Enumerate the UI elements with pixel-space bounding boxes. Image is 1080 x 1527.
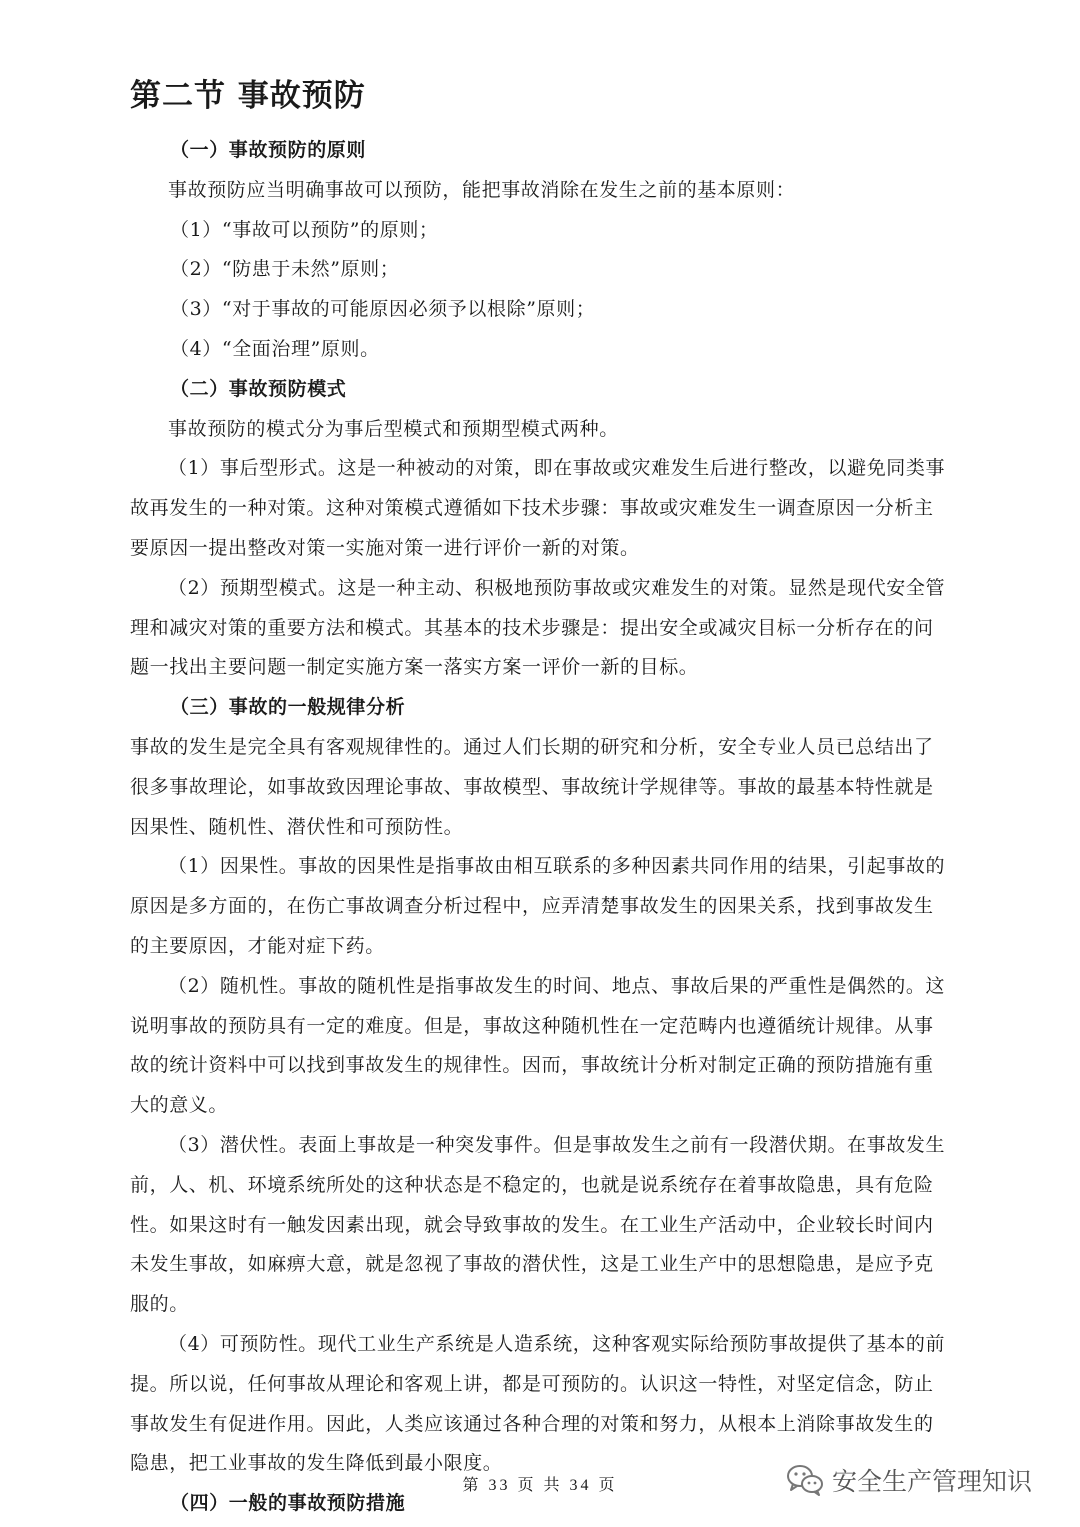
document-body xyxy=(130,131,950,1524)
section-heading: （一）事故预防的原则 xyxy=(170,139,367,161)
section-heading: （四）一般的事故预防措施 xyxy=(170,1492,406,1515)
section-heading: （二）事故预防模式 xyxy=(170,377,347,400)
paragraph: （1）因果性。事故的因果性是指事故由相互联系的多种因素共同作用的结果，引起事故的原因是多方面的，在伤亡事故调查分析过程中，应弄清楚事故发生的因果关系，找到事故发生的主要原因，才能对症下药。 xyxy=(130,855,946,957)
page-title: 第二节 事故预防 xyxy=(130,78,366,114)
paragraph: （3）潜伏性。表面上事故是一种突发事件。但是事故发生之前有一段潜伏期。在事故发生前，人、机、环境系统所处的这种状态是不稳定的，也就是说系统存在着事故隐患，具有危险性。如果这时有一触发因素出现，就会导致事故的发生。在工业生产活动中，企业较长时间内未发生事故，如麻痹大意，就是忽视了事故的潜伏性，这是工业生产中的思想隐患，是应予克服的。 xyxy=(130,1133,946,1316)
paragraph: 事故预防的模式分为事后型模式和预期型模式两种。 xyxy=(168,417,619,440)
list-item: （1）“事故可以预防”的原则； xyxy=(170,218,439,241)
list-item: （3）“对于事故的可能原因必须予以根除”原则； xyxy=(170,298,596,321)
page-number: 第 33 页 共 34 页 xyxy=(462,1477,618,1494)
paragraph: 事故预防应当明确事故可以预防，能把事故消除在发生之前的基本原则： xyxy=(168,178,796,201)
paragraph: （2）随机性。事故的随机性是指事故发生的时间、地点、事故后果的严重性是偶然的。这说明事故的预防具有一定的难度。但是，事故这种随机性在一定范畴内也遵循统计规律。从事故的统计资料中可以找到事故发生的规律性。因而，事故统计分析对制定正确的预防措施有重大的意义。 xyxy=(130,974,946,1117)
watermark-text: 安全生产管理知识 xyxy=(832,1467,1033,1496)
paragraph: （2）预期型模式。这是一种主动、积极地预防事故或灾难发生的对策。显然是现代安全管理和减灾对策的重要方法和模式。其基本的技术步骤是：提出安全或减灾目标一分析存在的问题一找出主要问题一制定实施方案一落实方案一评价一新的目标。 xyxy=(130,576,946,679)
list-item: （2）“防患于未然”原则； xyxy=(170,258,400,281)
paragraph: （4）可预防性。现代工业生产系统是人造系统，这种客观实际给预防事故提供了基本的前提。所以说，任何事故从理论和客观上讲，都是可预防的。认识这一特性，对坚定信念，防止事故发生有促进作用。因此，人类应该通过各种合理的对策和努力，从根本上消除事故发生的隐患，把工业事故的发生降低到最小限度。 xyxy=(130,1332,946,1475)
watermark xyxy=(786,1462,1032,1498)
wechat-icon xyxy=(786,1464,824,1496)
paragraph: 事故的发生是完全具有客观规律性的。通过人们长期的研究和分析，安全专业人员已总结出了很多事故理论，如事故致因理论事故、事故模型、事故统计学规律等。事故的最基本特性就是因果性、随机性、潜伏性和可预防性。 xyxy=(130,735,934,838)
paragraph: （1）事后型形式。这是一种被动的对策，即在事故或灾难发生后进行整改，以避免同类事故再发生的一种对策。这种对策模式遵循如下技术步骤：事故或灾难发生一调查原因一分析主要原因一提出整改对策一实施对策一进行评价一新的对策。 xyxy=(130,457,946,559)
list-item: （4）“全面治理”原则。 xyxy=(170,337,380,360)
section-heading: （三）事故的一般规律分析 xyxy=(170,696,406,719)
